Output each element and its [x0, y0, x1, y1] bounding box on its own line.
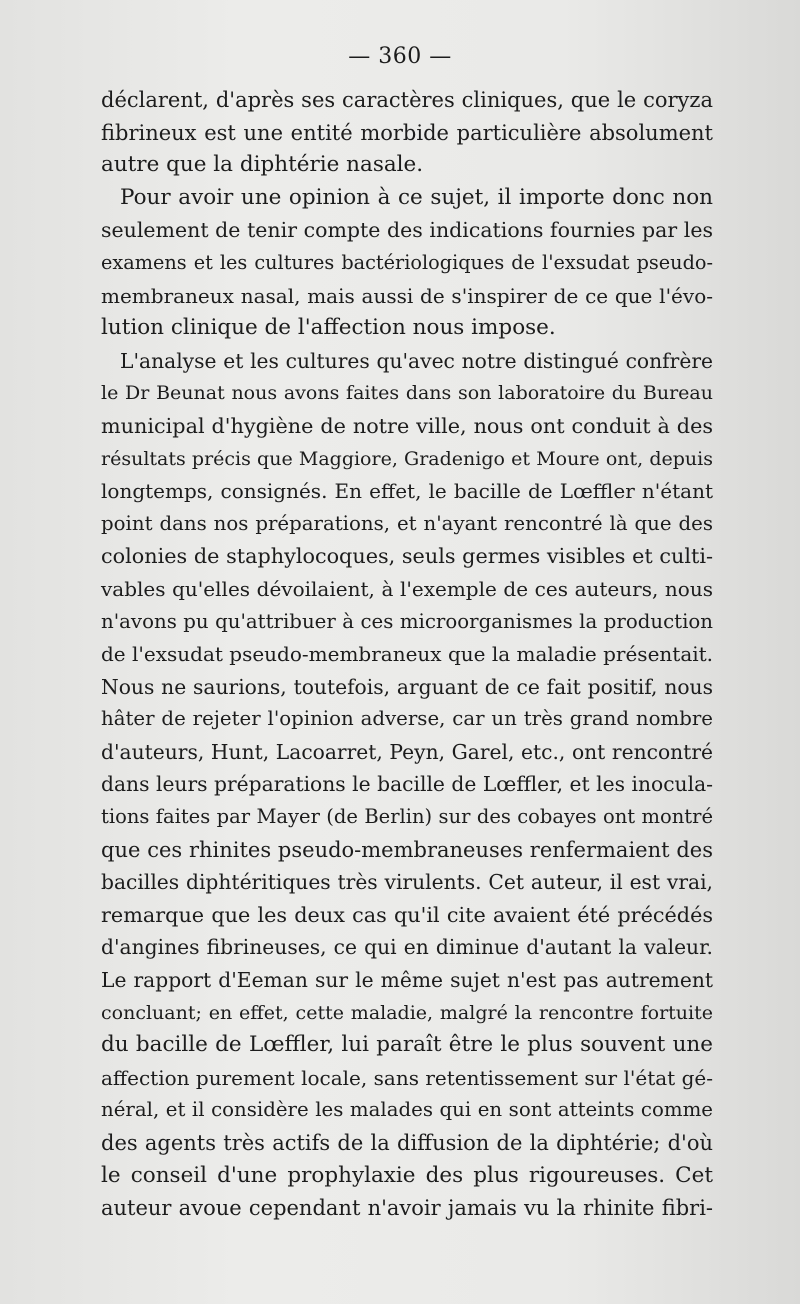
text-line: Le rapport d'Eeman sur le même sujet n'est pas autrement: [101, 968, 713, 993]
text-line: remarque que les deux cas qu'il cite avaient été précédés: [101, 902, 713, 927]
text-line: néral, et il considère les malades qui en sont atteints comme: [101, 1098, 713, 1122]
text-line: déclarent, d'après ses caractères cliniques, que le coryza: [101, 88, 713, 112]
body-text: [101, 84, 713, 1225]
text-line: colonies de staphylocoques, seuls germes visibles et culti-: [101, 544, 713, 569]
text-line: fibrineux est une entité morbide particulière absolument: [101, 120, 713, 145]
text-line: seulement de tenir compte des indications fournies par les: [101, 218, 713, 243]
text-line: du bacille de Lœffler, lui paraît être le plus souvent une: [101, 1032, 713, 1058]
text-line: dans leurs préparations le bacille de Lœffler, et les inocula-: [101, 772, 713, 797]
text-line: d'auteurs, Hunt, Lacoarret, Peyn, Garel, etc., ont rencontré: [101, 739, 713, 764]
text-line: municipal d'hygiène de notre ville, nous ont conduit à des: [101, 413, 713, 438]
text-line: auteur avoue cependant n'avoir jamais vu la rhinite fibri-: [101, 1196, 713, 1221]
text-line: le Dr Beunat nous avons faites dans son laboratoire du Bureau: [101, 382, 713, 405]
text-line: hâter de rejeter l'opinion adverse, car un très grand nombre: [101, 707, 713, 731]
text-line: point dans nos préparations, et n'ayant rencontré là que des: [101, 511, 713, 535]
text-line: L'analyse et les cultures qu'avec notre distingué confrère: [120, 348, 713, 373]
text-line: que ces rhinites pseudo-membraneuses renfermaient des: [101, 837, 713, 862]
text-line: résultats précis que Maggiore, Gradenigo et Moure ont, depuis: [101, 447, 713, 470]
text-line: autre que la diphtérie nasale.: [101, 152, 424, 178]
text-line: d'angines fibrineuses, ce qui en diminue d'autant la valeur.: [101, 935, 713, 960]
text-line: Nous ne saurions, toutefois, arguant de ce fait positif, nous: [101, 674, 713, 699]
text-line: Pour avoir une opinion à ce sujet, il importe donc non: [120, 184, 713, 210]
text-line: n'avons pu qu'attribuer à ces microorganismes la production: [101, 609, 713, 633]
text-line: affection purement locale, sans retentissement sur l'état gé-: [101, 1065, 713, 1090]
text-line: longtemps, consignés. En effet, le bacille de Lœffler n'étant: [101, 479, 713, 504]
text-line: concluant; en effet, cette maladie, malgré la rencontre fortuite: [101, 1001, 713, 1024]
text-line: examens et les cultures bactériologiques de l'exsudat pseudo-: [101, 250, 713, 274]
text-line: vables qu'elles dévoilaient, à l'exemple de ces auteurs, nous: [101, 576, 713, 601]
page-number: — 360 —: [348, 44, 452, 69]
text-line: des agents très actifs de la diffusion de la diphtérie; d'où: [101, 1131, 713, 1155]
text-line: membraneux nasal, mais aussi de s'inspirer de ce que l'évo-: [101, 283, 713, 308]
text-line: lution clinique de l'affection nous impose.: [101, 315, 556, 341]
text-line: le conseil d'une prophylaxie des plus rigoureuses. Cet: [101, 1162, 713, 1188]
text-line: bacilles diphtéritiques très virulents. Cet auteur, il est vrai,: [101, 870, 713, 895]
text-line: de l'exsudat pseudo-membraneux que la maladie présentait.: [101, 642, 714, 667]
text-line: tions faites par Mayer (de Berlin) sur des cobayes ont montré: [101, 805, 713, 829]
